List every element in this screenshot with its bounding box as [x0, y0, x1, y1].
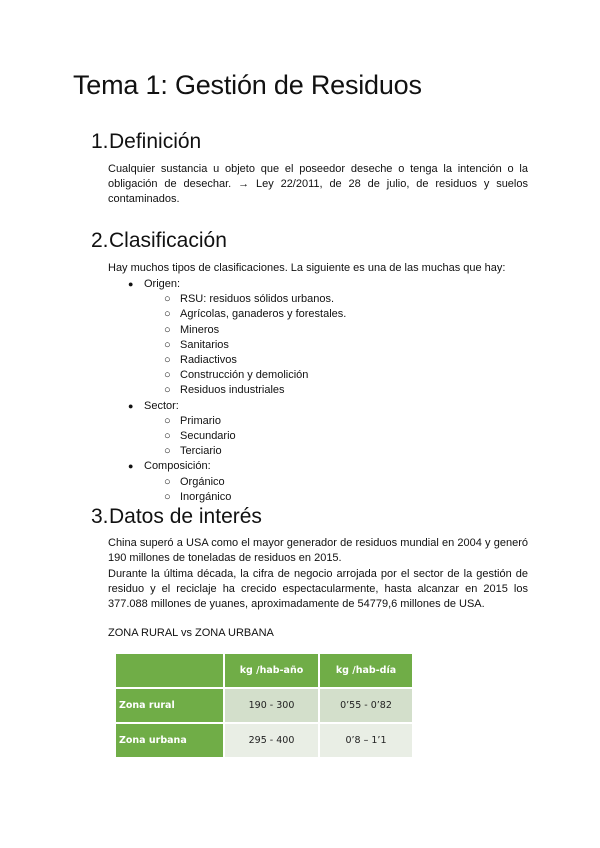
list-item — [144, 475, 346, 490]
list-item-text: Orgánico — [180, 475, 225, 488]
table-header-cell — [116, 654, 224, 688]
table-header-row — [116, 654, 412, 688]
list-item-text: Agrícolas, ganaderos y forestales. — [180, 308, 347, 321]
list-item — [144, 307, 346, 322]
circle-bullet-icon: ○ — [164, 338, 171, 351]
table-cell: 0’55 - 0’82 — [319, 688, 412, 723]
list-item-text: Residuos industriales — [180, 384, 285, 397]
group-label-sector: Sector: — [144, 399, 179, 412]
table-header-cell: kg /hab-año — [224, 654, 319, 688]
list-item — [108, 277, 346, 399]
table-cell: 0’8 – 1’1 — [319, 723, 412, 757]
list-item-text: Radiactivos — [180, 354, 237, 367]
bullet-icon: ● — [128, 279, 134, 289]
list-item — [144, 368, 346, 383]
section-heading-clasificacion — [91, 229, 227, 253]
circle-bullet-icon: ○ — [164, 490, 171, 503]
list-item — [144, 383, 346, 398]
bullet-icon: ● — [128, 461, 134, 472]
circle-bullet-icon: ○ — [164, 354, 171, 367]
list-item-text: Construcción y demolición — [180, 369, 309, 382]
circle-bullet-icon: ○ — [164, 293, 171, 306]
classification-intro: Hay muchos tipos de clasificaciones. La siguiente es una de las muchas que hay: — [108, 262, 506, 274]
list-item — [144, 429, 346, 444]
list-item — [108, 459, 346, 505]
list-item-text: Secundario — [180, 430, 236, 443]
row-label: Zona rural — [116, 688, 224, 723]
circle-bullet-icon: ○ — [164, 323, 171, 336]
section-number: 3. — [91, 505, 109, 528]
circle-bullet-icon: ○ — [164, 445, 171, 458]
circle-bullet-icon: ○ — [164, 414, 171, 427]
list-item — [144, 414, 346, 429]
list-item — [144, 338, 346, 353]
section-title: Clasificación — [109, 229, 227, 252]
list-item-text: Primario — [180, 414, 221, 427]
section-heading-datos — [91, 505, 262, 529]
data-paragraph-1: China superó a USA como el mayor generador de residuos mundial en 2004 y generó 190 millones de toneladas de residuos en 2015. — [108, 537, 528, 565]
table-header-cell: kg /hab-día — [319, 654, 412, 688]
list-item — [144, 490, 346, 505]
classification-list — [108, 277, 346, 505]
table-row — [116, 723, 412, 757]
sublist-origen — [144, 292, 346, 398]
group-label-origen: Origen: — [144, 278, 181, 290]
list-item — [144, 323, 346, 338]
bullet-icon: ● — [128, 400, 134, 411]
circle-bullet-icon: ○ — [164, 369, 171, 382]
list-item-text: RSU: residuos sólidos urbanos. — [180, 293, 335, 306]
sublist-composicion — [144, 475, 346, 505]
list-item — [144, 353, 346, 368]
circle-bullet-icon: ○ — [164, 308, 171, 321]
circle-bullet-icon: ○ — [164, 384, 171, 397]
section-number: 2. — [91, 229, 109, 252]
section-title: Definición — [109, 130, 202, 153]
circle-bullet-icon: ○ — [164, 430, 171, 443]
table-cell: 190 - 300 — [224, 688, 319, 723]
table-cell: 295 - 400 — [224, 723, 319, 757]
list-item — [108, 399, 346, 460]
circle-bullet-icon: ○ — [164, 475, 171, 488]
definition-paragraph: Cualquier sustancia u objeto que el poseedor deseche o tenga la intención o la obligación de desechar. → Ley 22/2011, de 28 de julio, de residuos y suelos contaminados. — [108, 163, 528, 206]
sublist-sector — [144, 414, 346, 460]
section-title: Datos de interés — [109, 505, 262, 528]
list-item-text: Sanitarios — [180, 338, 229, 351]
group-label-composicion: Composición: — [144, 460, 211, 473]
section-number: 1. — [91, 130, 109, 153]
data-paragraph-2: Durante la última década, la cifra de negocio arrojada por el sector de la gestión de residuo y el reciclaje ha crecido espectacularmente, hasta alcanzar en 2015 los 377.088 millones de yuanes, aproximadamente de 54779,6 millones de USA. — [108, 568, 528, 611]
row-label: Zona urbana — [116, 723, 224, 757]
table-row — [116, 688, 412, 723]
list-item — [144, 292, 346, 307]
waste-table — [116, 654, 412, 757]
page-title: Tema 1: Gestión de Residuos — [73, 70, 422, 100]
table-caption: ZONA RURAL vs ZONA URBANA — [108, 627, 274, 639]
list-item-text: Mineros — [180, 323, 220, 336]
list-item — [144, 444, 346, 459]
section-heading-definicion — [91, 130, 201, 154]
list-item-text: Terciario — [180, 445, 222, 458]
list-item-text: Inorgánico — [180, 490, 232, 503]
